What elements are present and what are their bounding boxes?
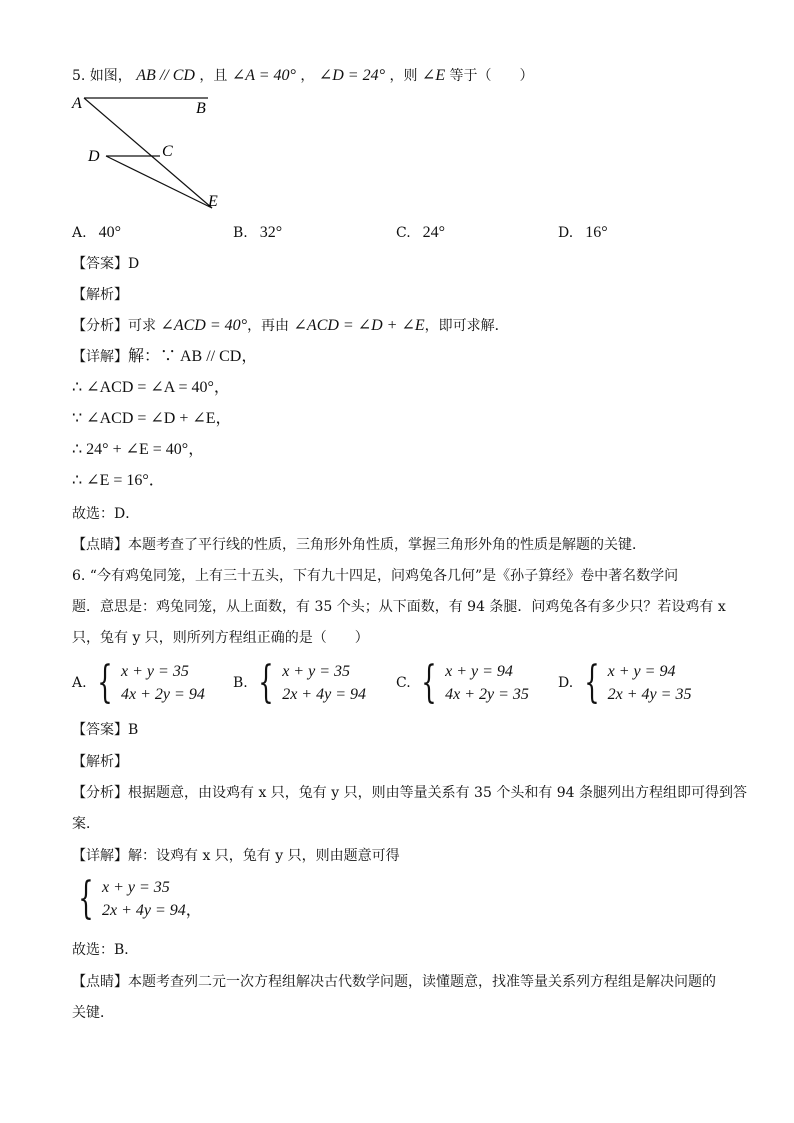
q6-stem-line-2: 题．意思是：鸡兔同笼，从上面数，有 35 个头；从下面数，有 94 条腿．问鸡兔各有多少只？若设鸡有 x <box>72 599 726 615</box>
comment-tag: 【点睛】 <box>72 974 128 990</box>
q5-stem-text: ，且 <box>199 68 228 84</box>
equation-row: x + y = 35 <box>102 879 170 896</box>
q6-conclusion: 故选：B． <box>72 942 139 958</box>
fenxi-math: ∠ACD = ∠D + ∠E <box>293 317 425 334</box>
q5-analysis-heading: 【解析】 <box>72 287 128 303</box>
q6-answer <box>72 720 138 740</box>
fenxi-text: 可求 <box>128 318 156 334</box>
label-b: B <box>196 100 206 117</box>
q6-fenxi-line-2: 案． <box>72 816 100 832</box>
comment-tag: 【点睛】 <box>72 537 128 553</box>
answer-tag: 【答案】 <box>72 722 128 738</box>
label-c: C <box>162 143 173 160</box>
comment-text: 本题考查了平行线的性质，三角形外角性质，掌握三角形外角的性质是解题的关键． <box>128 537 646 553</box>
q5-detail-line-2: ∴ ∠ACD = ∠A = 40°， <box>72 379 230 396</box>
option-letter: C. <box>396 225 411 241</box>
q5-detail-line-5: ∴ ∠E = 16°． <box>72 472 165 489</box>
option-value: 40° <box>98 224 121 241</box>
detail-tag: 【详解】 <box>72 848 128 864</box>
brace-symbol: { <box>583 657 600 708</box>
equation-row: x + y = 35 <box>282 663 350 680</box>
option-value: 16° <box>585 224 608 241</box>
brace-symbol: { <box>97 657 113 708</box>
q6-stem-line-1: 6. “今有鸡兔同笼，上有三十五头，下有九十四足，问鸡兔各几何”是《孙子算经》卷中著名数学问 <box>72 568 679 584</box>
equation-row: 2x + 4y = 94 <box>282 686 366 703</box>
equation-system <box>72 873 202 924</box>
q5-stem-math-parallel: AB // CD <box>136 67 195 84</box>
q5-answer <box>72 254 139 274</box>
equation-row: 2x + 4y = 35 <box>607 686 692 703</box>
q5-conclusion: 故选：D． <box>72 506 140 522</box>
label-d: D <box>88 148 100 165</box>
label-e: E <box>208 193 218 210</box>
brace-symbol: { <box>258 657 274 708</box>
equation-row: x + y = 94 <box>445 663 513 680</box>
q5-geometry-figure <box>60 88 230 218</box>
fenxi-text: ，再由 <box>247 318 290 334</box>
q6-option-c <box>396 657 529 708</box>
detail-tag: 【详解】 <box>72 349 128 365</box>
option-value: 24° <box>422 224 446 241</box>
q5-stem-text: ，则 <box>389 68 418 84</box>
option-letter: D. <box>558 225 574 241</box>
answer-value: B <box>128 722 139 738</box>
option-letter: B. <box>233 225 248 241</box>
equation-system <box>415 657 529 708</box>
equation-row: 4x + 2y = 94 <box>121 686 205 703</box>
segment-ae <box>84 98 212 208</box>
q6-detail <box>72 846 400 866</box>
q5-comment <box>72 535 646 555</box>
equation-row: 2x + 4y = 94 <box>102 902 186 919</box>
q6-option-d <box>558 657 692 708</box>
q5-option-c <box>396 223 445 243</box>
q6-comment-line-2: 关键． <box>72 1005 114 1021</box>
fenxi-tag: 【分析】 <box>72 318 128 334</box>
q6-fenxi-line-1 <box>72 783 747 803</box>
fenxi-math: ∠ACD = 40° <box>160 317 248 334</box>
q5-stem-math-angle-a: ∠A = 40° <box>231 67 296 84</box>
equation-tail: ， <box>185 902 202 919</box>
q5-detail-line-1 <box>72 347 257 367</box>
fenxi-text: 根据题意，由设鸡有 x 只，兔有 y 只，则由等量关系有 35 个头和有 94 条腿列出方程组即可得到答 <box>128 785 748 801</box>
brace-symbol: { <box>421 657 437 708</box>
detail-text: 解：设鸡有 x 只，兔有 y 只，则由题意可得 <box>128 848 400 864</box>
q5-option-a <box>72 223 121 243</box>
equation-row: 4x + 2y = 35 <box>445 686 529 703</box>
answer-value: D <box>128 256 140 272</box>
fenxi-tag: 【分析】 <box>72 785 128 801</box>
q5-stem-math-angle-e: ∠E <box>421 67 446 84</box>
comment-text: 本题考查列二元一次方程组解决古代数学问题，读懂题意，找准等量关系列方程组是解决问题的 <box>128 974 716 990</box>
q5-detail-line-3: ∵ ∠ACD = ∠D + ∠E， <box>72 410 232 427</box>
q6-detail-equation-system <box>72 873 202 924</box>
q5-option-b <box>233 223 282 243</box>
q5-stem <box>72 66 534 86</box>
q6-analysis-heading: 【解析】 <box>72 754 128 770</box>
fenxi-text: ，即可求解． <box>424 318 509 334</box>
q5-fenxi <box>72 316 509 336</box>
q6-stem-line-3: 只，兔有 y 只，则所列方程组正确的是（ ） <box>72 630 369 646</box>
option-letter: C. <box>396 675 411 691</box>
q5-stem-prefix: 5. 如图， <box>72 68 132 84</box>
q6-comment-line-1 <box>72 972 716 992</box>
segment-de <box>106 156 212 208</box>
option-letter: A. <box>72 225 87 241</box>
q5-option-d <box>558 223 608 243</box>
q5-detail-line-4: ∴ 24° + ∠E = 40°， <box>72 441 205 458</box>
equation-row: x + y = 94 <box>607 663 676 680</box>
equation-system <box>578 657 692 708</box>
equation-system <box>91 657 205 708</box>
option-letter: A. <box>72 675 87 691</box>
option-letter: D. <box>558 675 574 691</box>
q5-stem-suffix: 等于（ ） <box>449 68 534 84</box>
answer-tag: 【答案】 <box>72 256 128 272</box>
q6-option-a <box>72 657 205 708</box>
option-value: 32° <box>259 224 283 241</box>
detail-text: 解：∵ AB // CD， <box>128 348 258 365</box>
equation-system <box>252 657 366 708</box>
brace-symbol: { <box>78 873 94 924</box>
q5-stem-text: ， <box>300 68 315 84</box>
q6-option-b <box>233 657 366 708</box>
equation-row: x + y = 35 <box>121 663 189 680</box>
q5-stem-math-angle-d: ∠D = 24° <box>318 67 385 84</box>
label-a: A <box>72 95 82 112</box>
option-letter: B. <box>233 675 248 691</box>
